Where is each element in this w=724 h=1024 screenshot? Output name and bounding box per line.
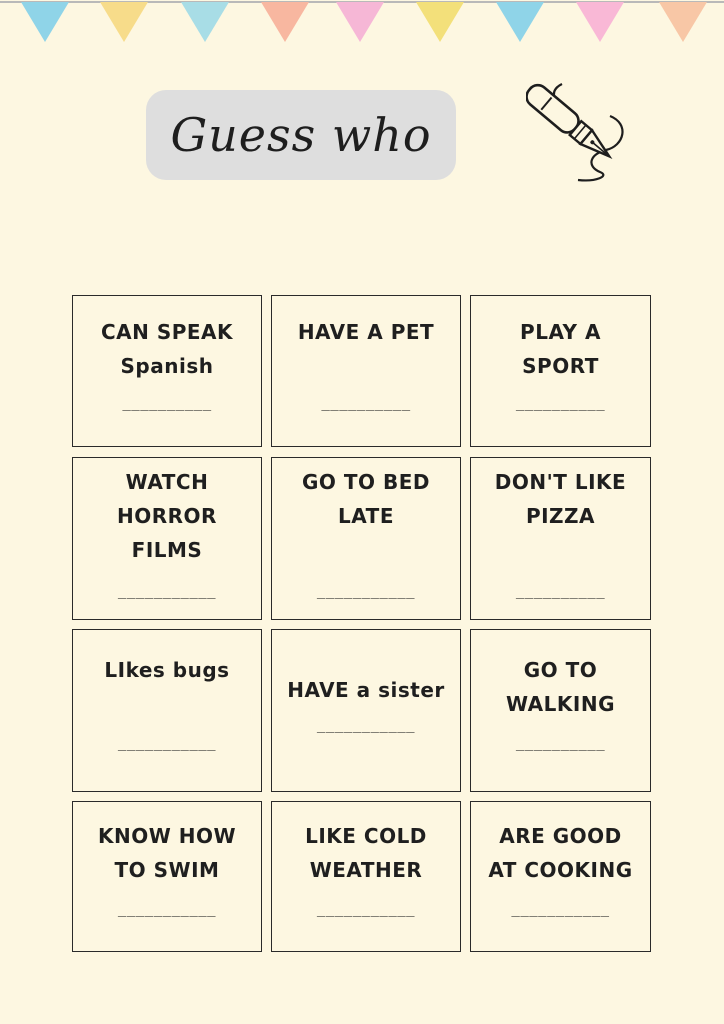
guess-card xyxy=(72,295,262,447)
card-prompt: PLAY A SPORT xyxy=(520,320,601,378)
guess-card xyxy=(271,629,461,792)
answer-blank[interactable]: __________ xyxy=(321,395,411,411)
card-prompt: LIkes bugs xyxy=(104,658,230,682)
guess-card xyxy=(271,801,461,952)
card-prompt: HAVE A PET xyxy=(297,320,435,344)
bunting-flag xyxy=(416,2,464,42)
guess-card xyxy=(72,629,262,792)
answer-blank[interactable]: ___________ xyxy=(117,901,217,917)
guess-card xyxy=(470,801,651,952)
card-prompt: KNOW HOW TO SWIM xyxy=(97,824,237,882)
answer-blank[interactable]: ___________ xyxy=(117,735,217,751)
answer-blank[interactable]: ___________ xyxy=(316,583,416,599)
card-prompt: WATCH HORROR FILMS xyxy=(117,470,217,562)
guess-card xyxy=(470,629,651,792)
guess-card xyxy=(470,295,651,447)
card-prompt: DON'T LIKE PIZZA xyxy=(494,470,627,528)
guess-card xyxy=(271,295,461,447)
bunting-flag xyxy=(181,2,229,42)
guess-card xyxy=(470,457,651,620)
bunting-flag xyxy=(336,2,384,42)
card-prompt: CAN SPEAK Spanish xyxy=(100,320,234,378)
card-prompt: GO TO BED LATE xyxy=(302,470,430,528)
title-banner xyxy=(146,90,456,180)
answer-blank[interactable]: ___________ xyxy=(316,901,416,917)
page-title: Guess who xyxy=(170,108,432,162)
card-prompt: ARE GOOD AT COOKING xyxy=(488,824,633,882)
answer-blank[interactable]: ___________ xyxy=(316,717,416,733)
answer-blank[interactable]: ___________ xyxy=(511,901,610,917)
answer-blank[interactable]: ___________ xyxy=(117,583,217,599)
bunting-flag xyxy=(576,2,624,42)
bunting-flag xyxy=(659,2,707,42)
answer-blank[interactable]: __________ xyxy=(515,583,606,599)
bunting-flag xyxy=(21,2,69,42)
card-prompt: LIKE COLD WEATHER xyxy=(305,824,427,882)
bunting-flag xyxy=(100,2,148,42)
card-prompt: GO TO WALKING xyxy=(506,658,615,716)
bunting-flag xyxy=(261,2,309,42)
guess-card xyxy=(72,801,262,952)
guess-card xyxy=(271,457,461,620)
fountain-pen-icon xyxy=(526,74,636,192)
answer-blank[interactable]: __________ xyxy=(122,395,212,411)
answer-blank[interactable]: __________ xyxy=(515,735,606,751)
card-prompt: HAVE a sister xyxy=(287,678,445,702)
guess-card xyxy=(72,457,262,620)
bunting-flag xyxy=(496,2,544,42)
bunting-flags xyxy=(0,0,724,50)
answer-blank[interactable]: __________ xyxy=(515,395,606,411)
